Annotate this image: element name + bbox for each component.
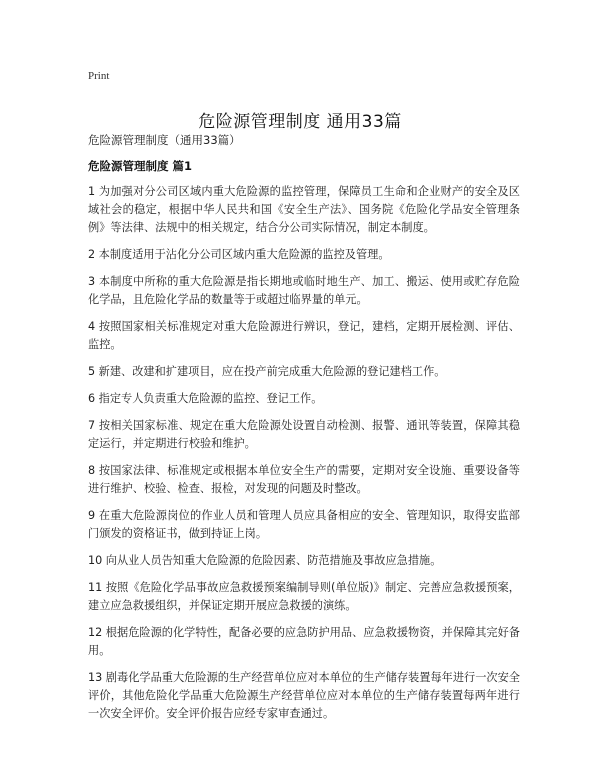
paragraph-1: 1 为加强对分公司区域内重大危险源的监控管理，保障员工生命和企业财产的安全及区域社会的稳定，根据中华人民共和国《安全生产法》、国务院《危险化学品安全管理条例》等法律、法规中的相关规定，结合分公司实际情况，制定本制度。 [88, 185, 520, 234]
document-title: 危险源管理制度 通用33篇 [198, 112, 402, 133]
paragraph-13: 13 剧毒化学品重大危险源的生产经营单位应对本单位的生产储存装置每年进行一次安全评价，其他危险化学品重大危险源生产经营单位应对本单位的生产储存装置每两年进行一次安全评价。安全评价报告应经专家审查通过。 [88, 671, 520, 720]
paragraph-11: 11 按照《危险化学品事故应急救援预案编制导则(单位版)》制定、完善应急救援预案，建立应急救援组织，并保证定期开展应急救援的演练。 [88, 581, 520, 612]
paragraph-10: 10 向从业人员告知重大危险源的危险因素、防范措施及事故应急措施。 [88, 554, 442, 567]
document-subtitle: 危险源管理制度（通用33篇） [88, 133, 241, 147]
paragraph-7: 7 按相关国家标准、规定在重大危险源处设置自动检测、报警、通讯等装置，保障其稳定运行，并定期进行校验和维护。 [88, 419, 520, 450]
paragraph-5: 5 新建、改建和扩建项目，应在投产前完成重大危险源的登记建档工作。 [88, 365, 446, 378]
paragraph-4: 4 按照国家相关标准规定对重大危险源进行辨识，登记，建档，定期开展检测、评估、监控。 [88, 320, 520, 351]
paragraph-3: 3 本制度中所称的重大危险源是指长期地或临时地生产、加工、搬运、使用或贮存危险化学品，且危险化学品的数量等于或超过临界量的单元。 [88, 275, 520, 306]
document-body [88, 131, 520, 732]
section-heading: 危险源管理制度 篇1 [88, 159, 193, 173]
paragraph-9: 9 在重大危险源岗位的作业人员和管理人员应具备相应的安全、管理知识，取得安监部门颁发的资格证书，做到持证上岗。 [88, 509, 520, 540]
print-label[interactable]: Print [88, 70, 110, 82]
paragraph-8: 8 按国家法律、标准规定或根据本单位安全生产的需要，定期对安全设施、重要设备等进行维护、校验、检查、报检，对发现的问题及时整改。 [88, 464, 520, 495]
paragraph-2: 2 本制度适用于沾化分公司区域内重大危险源的监控及管理。 [88, 248, 390, 261]
paragraph-6: 6 指定专人负责重大危险源的监控、登记工作。 [88, 392, 323, 405]
paragraph-12: 12 根据危险源的化学特性，配备必要的应急防护用品、应急救援物资，并保障其完好备用。 [88, 626, 520, 657]
